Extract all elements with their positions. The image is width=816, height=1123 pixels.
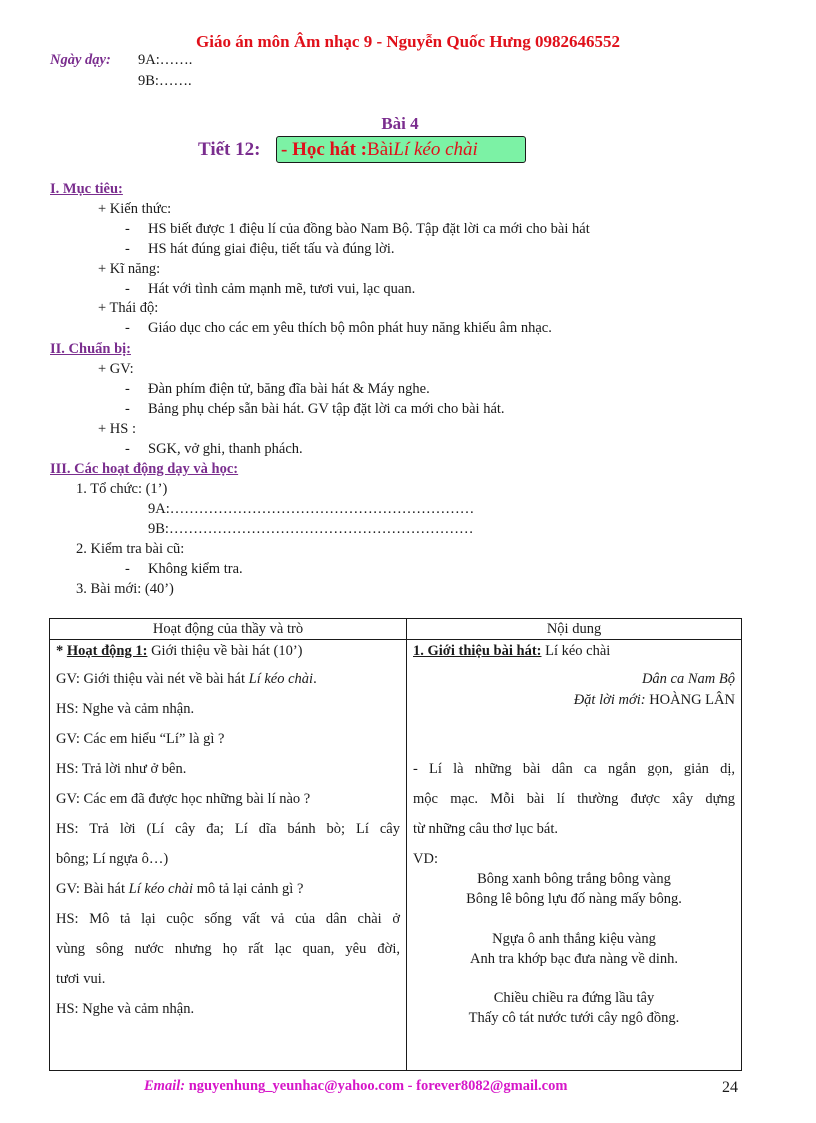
activity-line: HS: Trả lời như ở bên. — [56, 761, 187, 777]
student-prep-label: + HS : — [98, 421, 136, 437]
activity-heading: * Hoạt động 1: Giới thiệu về bài hát (10’) — [56, 643, 303, 659]
song-origin: Dân ca Nam Bộ — [641, 671, 735, 687]
knowledge-item: - HS hát đúng giai điệu, tiết tấu và đúng lời. — [148, 241, 394, 258]
organization-class-a: 9A:……………………………………………………… — [148, 501, 475, 517]
activity-line: GV: Các em đã được học những bài lí nào ? — [56, 791, 311, 807]
table-header-activities: Hoạt động của thầy và trò — [50, 619, 407, 640]
table-header-content: Nội dung — [407, 619, 742, 640]
poem-line: Bông xanh bông trắng bông vàng — [477, 871, 671, 887]
section-preparation-title: II. Chuẩn bị: — [50, 341, 131, 357]
activity-line: tươi vui. — [56, 971, 106, 987]
teaching-date-class-a: 9A:……. — [138, 52, 193, 68]
teacher-prep-item: - Bảng phụ chép sẵn bài hát. GV tập đặt lời ca mới cho bài hát. — [148, 401, 505, 418]
page-number: 24 — [722, 1079, 738, 1096]
poem-line: Bông lê bông lựu đố nàng mấy bông. — [466, 891, 682, 907]
poem-line: Chiều chiều ra đứng lầu tây — [493, 990, 655, 1006]
activity-line: HS: Nghe và cảm nhận. — [56, 701, 195, 717]
teaching-date-class-b: 9B:……. — [138, 73, 192, 89]
activity-line: vùng sông nước nhưng họ rất lạc quan, yêu đời, — [56, 941, 400, 957]
skill-item: - Hát với tình cảm mạnh mẽ, tươi vui, lạc quan. — [148, 281, 415, 298]
attitude-item: - Giáo dục cho các em yêu thích bộ môn phát huy năng khiếu âm nhạc. — [148, 320, 552, 337]
activity-line: HS: Nghe và cảm nhận. — [56, 1001, 195, 1017]
lesson-number: Bài 4 — [381, 114, 419, 133]
document-header-title: Giáo án môn Âm nhạc 9 - Nguyễn Quốc Hưng 0982646552 — [196, 32, 620, 51]
attitude-label: + Thái độ: — [98, 300, 159, 316]
content-cell — [407, 640, 742, 1071]
lesson-topic-box — [276, 136, 526, 163]
lesson-topic-prefix: - Học hát : — [281, 138, 368, 160]
teaching-date-label: Ngày dạy: — [50, 52, 111, 68]
content-heading: 1. Giới thiệu bài hát: Lí kéo chài — [413, 643, 611, 659]
content-description: mộc mạc. Mỗi bài lí thường được xây dựng — [413, 791, 735, 807]
activity-line: HS: Trả lời (Lí cây đa; Lí dĩa bánh bò; Lí cây — [56, 821, 400, 837]
activity-new-lesson: 3. Bài mới: (40’) — [76, 581, 174, 597]
lesson-topic-word: Bài — [367, 138, 394, 160]
song-lyricist: Đặt lời mới: HOÀNG LÂN — [573, 692, 735, 708]
activity-line: GV: Giới thiệu vài nét về bài hát Lí kéo chài. — [56, 671, 317, 687]
activity-line: GV: Bài hát Lí kéo chài mô tả lại cảnh gì ? — [56, 881, 304, 897]
activity-organization: 1. Tổ chức: (1’) — [76, 481, 168, 497]
skill-label: + Kĩ năng: — [98, 261, 161, 277]
section-objectives-title: I. Mục tiêu: — [50, 181, 123, 197]
period-label: Tiết 12: — [198, 139, 261, 160]
review-item: - Không kiểm tra. — [148, 561, 243, 578]
poem-line: Anh tra khớp bạc đưa nàng về dinh. — [470, 951, 678, 967]
activity-review: 2. Kiểm tra bài cũ: — [76, 541, 185, 557]
activities-cell — [50, 640, 407, 1071]
teacher-prep-label: + GV: — [98, 361, 134, 377]
organization-class-b: 9B:……………………………………………………… — [148, 521, 474, 537]
section-activities-title: III. Các hoạt động dạy và học: — [50, 461, 239, 477]
footer-email: Email: nguyenhung_yeunhac@yahoo.com - forever8082@gmail.com — [144, 1078, 568, 1094]
student-prep-item: - SGK, vở ghi, thanh phách. — [148, 441, 303, 458]
activity-line: HS: Mô tả lại cuộc sống vất vả của dân chài ở — [56, 911, 400, 927]
activity-line: GV: Các em hiểu “Lí” là gì ? — [56, 731, 225, 747]
knowledge-label: + Kiến thức: — [98, 201, 172, 217]
activity-table — [49, 618, 742, 1071]
lesson-song-name: Lí kéo chài — [393, 138, 478, 160]
content-description: - Lí là những bài dân ca ngắn gọn, giản dị, — [413, 761, 735, 777]
poem-line: Thấy cô tát nước tưới cây ngô đồng. — [468, 1010, 680, 1026]
content-description: từ những câu thơ lục bát. — [413, 821, 558, 837]
poem-line: Ngựa ô anh thắng kiệu vàng — [492, 931, 656, 947]
teacher-prep-item: - Đàn phím điện tử, băng đĩa bài hát & Máy nghe. — [148, 381, 430, 398]
example-label: VD: — [413, 851, 438, 867]
knowledge-item: - HS biết được 1 điệu lí của đồng bào Nam Bộ. Tập đặt lời ca mới cho bài hát — [148, 221, 590, 238]
activity-line: bông; Lí ngựa ô…) — [56, 851, 169, 867]
